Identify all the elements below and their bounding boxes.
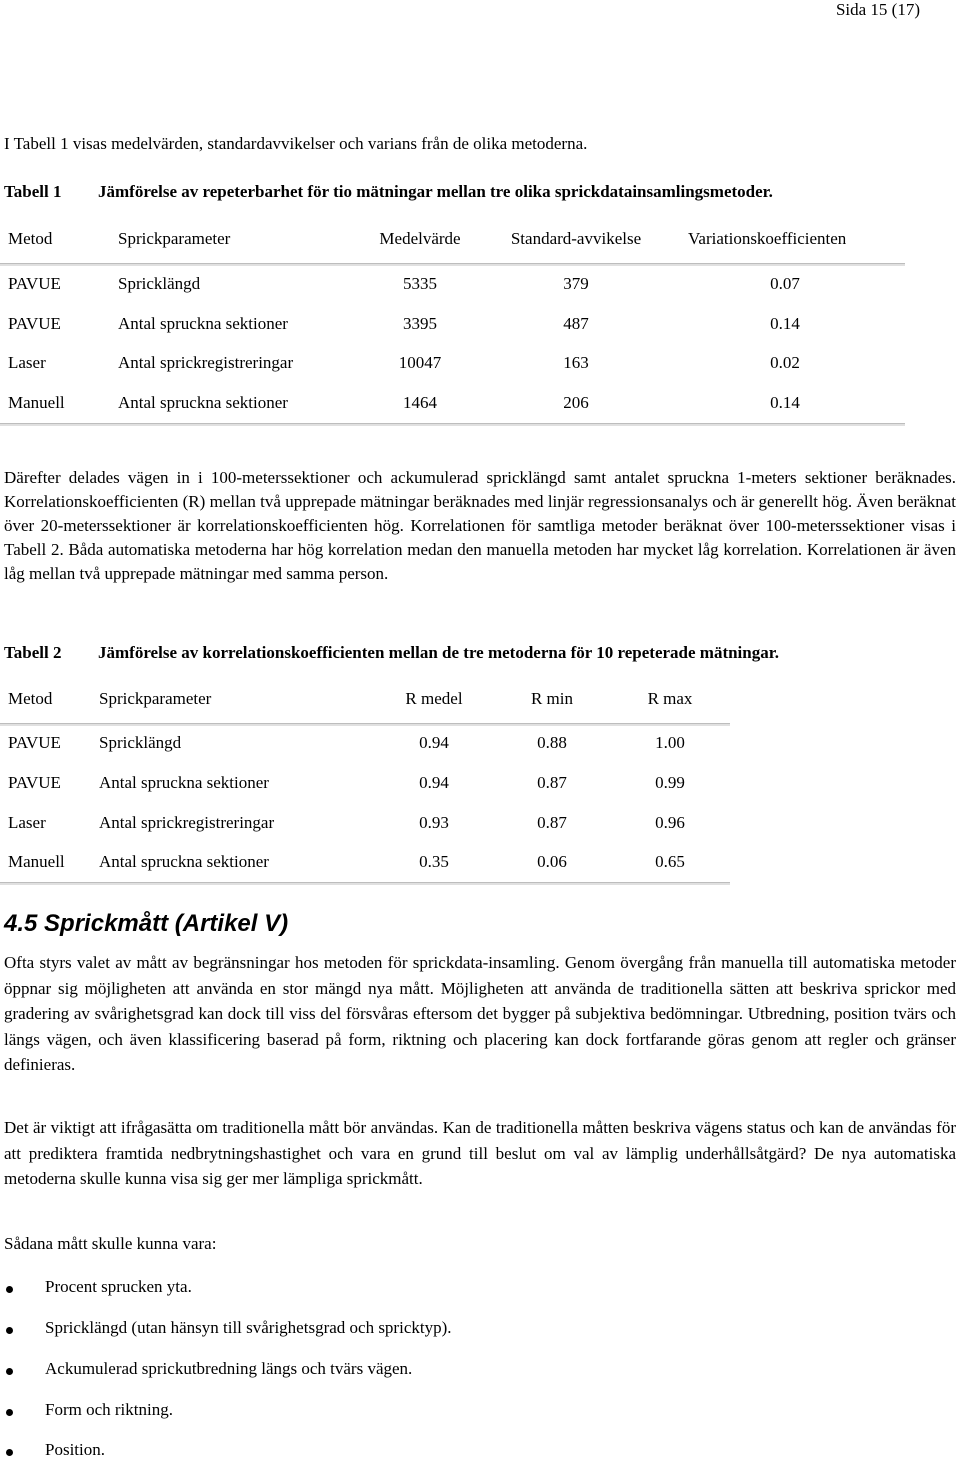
table1-cell: Antal sprickregistreringar	[118, 353, 294, 372]
list-item-label: Spricklängd (utan hänsyn till svårighetsgrad och spricktyp).	[45, 1318, 452, 1337]
table1-cell: 487	[563, 314, 589, 333]
table2-header-cell: R min	[530, 689, 574, 708]
table2-cell: 1.00	[655, 733, 685, 752]
table2-cell: 0.35	[419, 852, 449, 871]
table2-cell: 0.94	[419, 733, 449, 752]
table2-cell: Spricklängd	[99, 733, 182, 752]
table1-cell: 0.14	[770, 314, 800, 333]
table1-cell: 206	[563, 393, 589, 412]
table2-cell: Antal sprickregistreringar	[99, 813, 275, 832]
table2-cell: PAVUE	[8, 733, 61, 752]
intro-text: I Tabell 1 visas medelvärden, standardavvikelser och varians från de olika metoderna.	[4, 134, 588, 153]
table2-header-cell: Sprickparameter	[99, 689, 212, 708]
table1-header-cell: Metod	[8, 229, 53, 248]
table2-cell: 0.94	[419, 773, 449, 792]
list-item-label: Form och riktning.	[45, 1400, 173, 1419]
table2-cell: 0.99	[655, 773, 685, 792]
table2-cell: PAVUE	[8, 773, 61, 792]
bullet-icon	[6, 1368, 13, 1375]
body-paragraph: Därefter delades vägen in i 100-meterssektioner och ackumulerad spricklängd samt antalet spruckna 1-meters sektioner beräknades. Korrelationskoefficienten (R) mellan två upprepade mätningar beräknades med linjär regressionsanalys och är generellt hög. Även beräknat över 20-meterssektioner är korrelationskoefficienten hög. Korrelationen för samtliga metoder beräknat över 100-meterssektioner visas i Tabell 2. Båda automatiska metoderna har hög korrelation medan den manuella metoden har mycket låg korrelation. Korrelationen är även låg mellan två upprepade mätningar med samma person.	[4, 468, 956, 583]
bullet-icon	[6, 1327, 13, 1334]
table1-cell: 0.02	[770, 353, 800, 372]
table2-cell: Manuell	[8, 852, 65, 871]
table2-title: Jämförelse av korrelationskoefficienten mellan de tre metoderna för 10 repeterade mätningar.	[98, 643, 779, 662]
table2-cell: 0.93	[419, 813, 449, 832]
table2-cell: 0.87	[537, 773, 567, 792]
table2-header-cell: R max	[647, 689, 693, 708]
table2-header-cell: R medel	[405, 689, 463, 708]
table1-cell: 379	[563, 274, 589, 293]
list-item-label: Position.	[45, 1440, 105, 1459]
table2-cell: 0.65	[655, 852, 685, 871]
table1-cell: 3395	[403, 314, 437, 333]
table1-cell: Antal spruckna sektioner	[118, 393, 288, 412]
bullet-icon	[6, 1449, 13, 1456]
table1-cell: Manuell	[8, 393, 65, 412]
table1-cell: 5335	[403, 274, 437, 293]
table1-header-cell: Standard-avvikelse	[510, 229, 642, 248]
table1-cell: 0.14	[770, 393, 800, 412]
table1-header-cell: Sprickparameter	[118, 229, 231, 248]
table2-cell: 0.06	[537, 852, 567, 871]
table1-cell: PAVUE	[8, 314, 61, 333]
table2-header-cell: Metod	[8, 689, 53, 708]
table2-cell: Antal spruckna sektioner	[99, 852, 269, 871]
list-item-label: Ackumulerad sprickutbredning längs och tvärs vägen.	[45, 1359, 413, 1378]
table2-cell: Laser	[8, 813, 46, 832]
table1-title: Jämförelse av repeterbarhet för tio mätningar mellan tre olika sprickdatainsamlingsmetoder.	[98, 182, 773, 201]
list-item-label: Procent sprucken yta.	[45, 1277, 192, 1296]
table1-cell: PAVUE	[8, 274, 61, 293]
table2-cell: 0.88	[537, 733, 567, 752]
table2-cell: 0.96	[655, 813, 685, 832]
section-number: 4.5	[4, 910, 38, 937]
table1-cell: 10047	[398, 353, 442, 372]
table2-label: Tabell 2	[4, 643, 62, 662]
table1-cell: 0.07	[770, 274, 800, 293]
table1-cell: Spricklängd	[118, 274, 201, 293]
table1-label: Tabell 1	[4, 182, 62, 201]
table1-cell: Antal spruckna sektioner	[118, 314, 288, 333]
bullet-icon	[6, 1286, 13, 1293]
bullet-icon	[6, 1409, 13, 1416]
table1-header-cell: Variationskoefficienten	[688, 229, 847, 248]
table1-cell: 1464	[403, 393, 437, 412]
section-title: Sprickmått (Artikel V)	[44, 910, 289, 937]
table1-cell: 163	[563, 353, 589, 372]
table2-cell: Antal spruckna sektioner	[99, 773, 269, 792]
table1-header-cell: Medelvärde	[379, 229, 461, 248]
page-number: Sida 15 (17)	[835, 0, 920, 19]
table2-cell: 0.87	[537, 813, 567, 832]
section-paragraph-2: Det är viktigt att ifrågasätta om traditionella mått bör användas. Kan de traditionella måtten beskriva vägens status och kan de användas för att prediktera framtida nedbrytningshastighet och vara en grund till beslut om val av lämplig underhållsåtgärd? De nya automatiska metoderna skulle kunna visa sig ger mer lämpliga sprickmått.	[4, 1118, 956, 1188]
list-intro: Sådana mått skulle kunna vara:	[4, 1234, 217, 1253]
section-paragraph-1: Ofta styrs valet av mått av begränsningar hos metoden för sprickdata-insamling. Genom övergång från manuella till automatiska metoder öppnar sig möjligheten att använda en stor mängd nya mått. Möjligheten att använda de traditionella sätten att beskriva sprickor med gradering av svårighetsgrad kan dock till viss del försvåras eftersom det bygger på subjektiva bedömningar. Utbredning, position tvärs och längs vägen, och även klassificering baserad på form, riktning och placering kan dock fortfarande göras genom att regler och gränser definieras.	[4, 953, 956, 1074]
table1-cell: Laser	[8, 353, 46, 372]
